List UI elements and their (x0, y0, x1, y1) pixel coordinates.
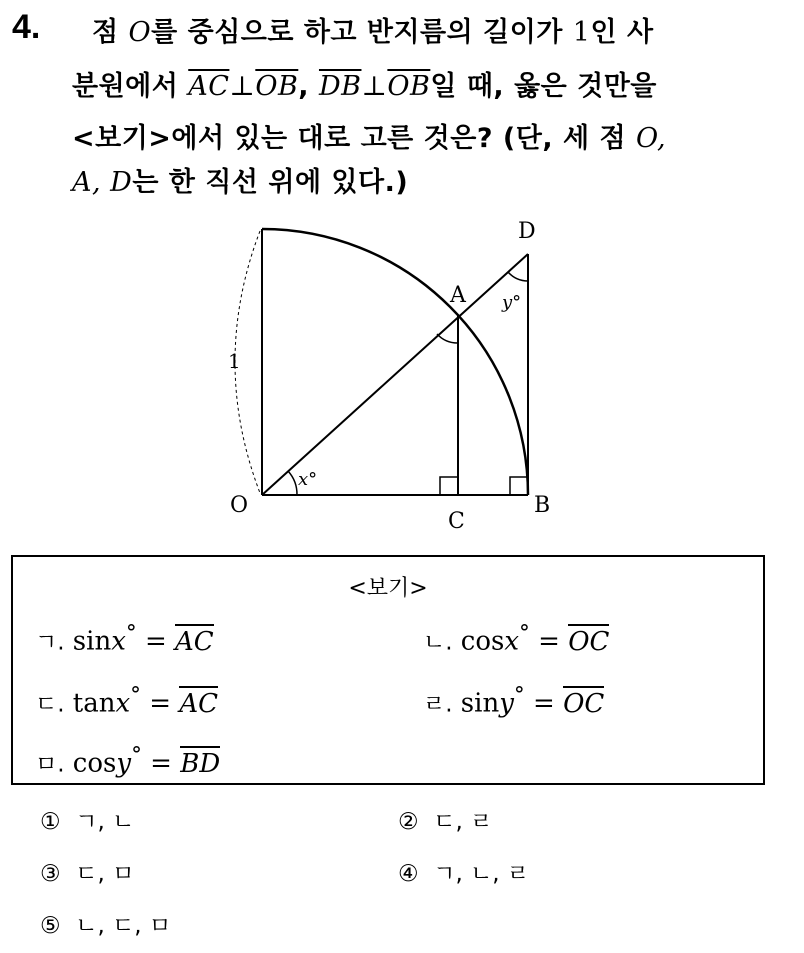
label-x-angle: x° (298, 469, 318, 490)
quarter-circle-figure (200, 210, 570, 540)
question-line-1: 점 O를 중심으로 하고 반지름의 길이가 1인 사 (92, 17, 654, 48)
question-line-2: 분원에서 $\overline{AC}\perp\overline{OB}$, $\overline{DB}\perp\overline{OB}$일 때, 옳은 것만을 (72, 71, 657, 102)
bogi-box (11, 555, 765, 785)
angle-arc-y (508, 272, 528, 281)
bogi-item-5: ㅁ. cosy° = BD (35, 743, 221, 779)
choice-4[interactable]: ④ ㄱ, ㄴ, ㄹ (398, 861, 530, 887)
label-y-angle: y° (502, 292, 522, 313)
label-a: A (450, 283, 466, 308)
question-number: 4. (12, 8, 41, 46)
label-b: B (534, 493, 551, 518)
bogi-item-3: ㄷ. tanx° = AC (35, 683, 218, 719)
choice-3[interactable]: ③ ㄷ, ㅁ (40, 861, 135, 887)
question-line-3: <보기>에서 있는 대로 고른 것은? (단, 세 점 O, (72, 123, 667, 154)
choice-2[interactable]: ② ㄷ, ㄹ (398, 809, 493, 835)
right-angle-mark-c (440, 477, 458, 495)
bogi-title: <보기> (348, 576, 428, 601)
bogi-item-2: ㄴ. cosx° = OC (423, 621, 610, 657)
angle-arc-x (288, 471, 297, 495)
label-one: 1 (228, 349, 241, 373)
segment-od (262, 254, 528, 495)
choice-1[interactable]: ① ㄱ, ㄴ (40, 809, 135, 835)
bogi-item-4: ㄹ. siny° = OC (423, 683, 605, 719)
quarter-arc (262, 229, 528, 495)
question-line-4: A, D는 한 직선 위에 있다.) (72, 167, 409, 198)
label-c: C (448, 509, 465, 534)
bogi-item-1: ㄱ. sinx° = AC (35, 621, 214, 657)
label-d: D (518, 219, 536, 244)
right-angle-mark-b (510, 477, 528, 495)
label-o: O (230, 493, 249, 518)
angle-arc-a (437, 334, 458, 343)
choice-5[interactable]: ⑤ ㄴ, ㄷ, ㅁ (40, 913, 172, 939)
